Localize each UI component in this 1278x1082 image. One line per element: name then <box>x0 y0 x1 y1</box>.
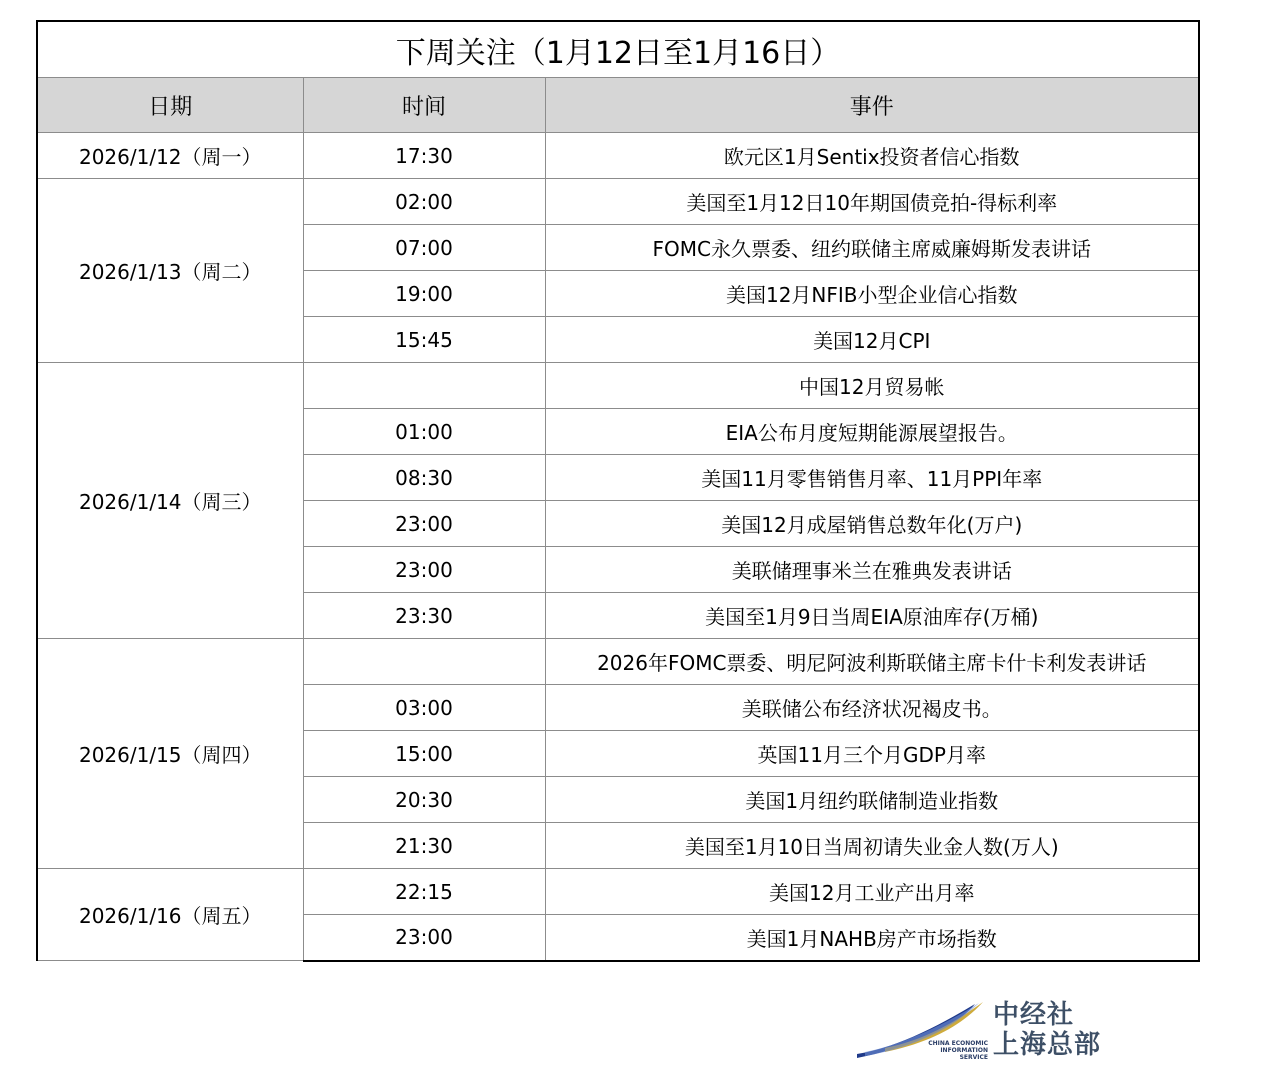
time-cell: 20:30 <box>303 777 545 823</box>
event-cell: 美国至1月9日当周EIA原油库存(万桶) <box>545 593 1199 639</box>
date-cell: 2026/1/15（周四） <box>37 639 303 869</box>
event-cell: 美国12月NFIB小型企业信心指数 <box>545 271 1199 317</box>
logo-chinese-name <box>993 1000 1101 1060</box>
time-cell: 22:15 <box>303 869 545 915</box>
time-cell: 23:00 <box>303 915 545 961</box>
table-row <box>37 179 1199 225</box>
header-time: 时间 <box>303 78 545 133</box>
event-cell: 美国1月NAHB房产市场指数 <box>545 915 1199 961</box>
event-cell: 2026年FOMC票委、明尼阿波利斯联储主席卡什卡利发表讲话 <box>545 639 1199 685</box>
time-cell: 07:00 <box>303 225 545 271</box>
time-cell: 17:30 <box>303 133 545 179</box>
event-cell: 美国至1月10日当周初请失业金人数(万人) <box>545 823 1199 869</box>
logo-name-line2: 上海总部 <box>993 1030 1102 1060</box>
header-event: 事件 <box>545 78 1199 133</box>
schedule-body <box>37 133 1199 961</box>
table-row <box>37 639 1199 685</box>
event-cell: EIA公布月度短期能源展望报告。 <box>545 409 1199 455</box>
date-cell: 2026/1/14（周三） <box>37 363 303 639</box>
time-cell: 21:30 <box>303 823 545 869</box>
event-cell: FOMC永久票委、纽约联储主席威廉姆斯发表讲话 <box>545 225 1199 271</box>
time-cell: 23:00 <box>303 501 545 547</box>
logo-english-name <box>918 1040 988 1061</box>
event-cell: 美国1月纽约联储制造业指数 <box>545 777 1199 823</box>
event-cell: 美联储理事米兰在雅典发表讲话 <box>545 547 1199 593</box>
time-cell: 02:00 <box>303 179 545 225</box>
schedule-table <box>36 20 1200 962</box>
time-cell <box>303 639 545 685</box>
logo-name-line1: 中经社 <box>993 1000 1075 1030</box>
time-cell: 15:45 <box>303 317 545 363</box>
table-title: 下周关注（1月12日至1月16日） <box>37 21 1199 78</box>
logo-english-line2: INFORMATION SERVICE <box>940 1047 988 1061</box>
header-date: 日期 <box>37 78 303 133</box>
time-cell: 01:00 <box>303 409 545 455</box>
table-row <box>37 363 1199 409</box>
time-cell: 23:00 <box>303 547 545 593</box>
date-cell: 2026/1/13（周二） <box>37 179 303 363</box>
time-cell: 15:00 <box>303 731 545 777</box>
event-cell: 英国11月三个月GDP月率 <box>545 731 1199 777</box>
event-cell: 美国12月成屋销售总数年化(万户) <box>545 501 1199 547</box>
event-cell: 中国12月贸易帐 <box>545 363 1199 409</box>
event-cell: 美联储公布经济状况褐皮书。 <box>545 685 1199 731</box>
time-cell: 03:00 <box>303 685 545 731</box>
event-cell: 欧元区1月Sentix投资者信心指数 <box>545 133 1199 179</box>
event-cell: 美国12月工业产出月率 <box>545 869 1199 915</box>
date-cell: 2026/1/12（周一） <box>37 133 303 179</box>
date-cell: 2026/1/16（周五） <box>37 869 303 961</box>
table-row <box>37 133 1199 179</box>
logo-english-line1: CHINA ECONOMIC <box>928 1040 988 1047</box>
time-cell: 19:00 <box>303 271 545 317</box>
time-cell: 23:30 <box>303 593 545 639</box>
time-cell: 08:30 <box>303 455 545 501</box>
event-cell: 美国12月CPI <box>545 317 1199 363</box>
event-cell: 美国至1月12日10年期国债竞拍-得标利率 <box>545 179 1199 225</box>
event-cell: 美国11月零售销售月率、11月PPI年率 <box>545 455 1199 501</box>
time-cell <box>303 363 545 409</box>
table-row <box>37 869 1199 915</box>
